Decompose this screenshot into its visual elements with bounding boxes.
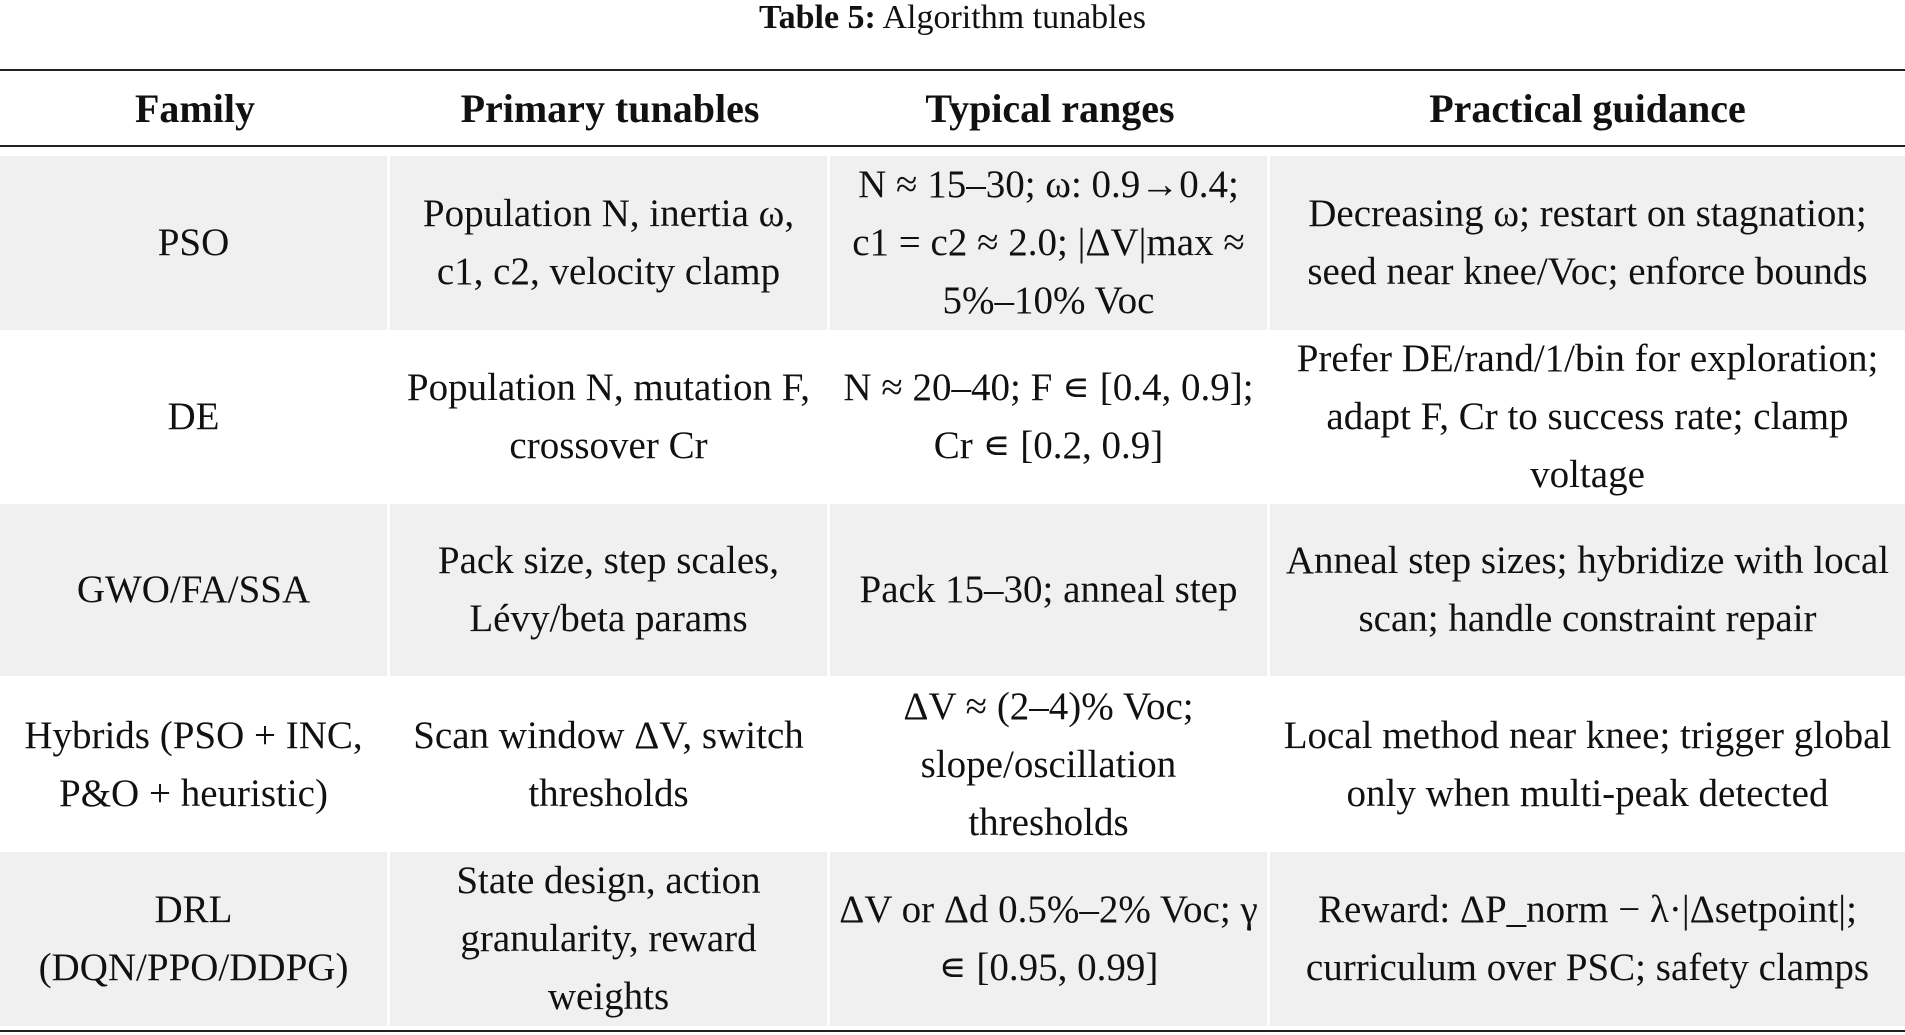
- cell-tunables: State design, action granularity, reward weights: [390, 852, 827, 1026]
- table-body: [0, 156, 1905, 1026]
- cell-tunables: Population N, mutation F, crossover Cr: [406, 366, 811, 467]
- table-row: [0, 156, 1905, 328]
- table-row: [0, 504, 1905, 676]
- cell-guidance: Decreasing ω; restart on stagnation; seed near knee/Voc; enforce bounds: [1270, 156, 1905, 330]
- cell-guidance: Local method near knee; trigger global only when multi-peak detected: [1283, 714, 1892, 815]
- cell-family: GWO/FA/SSA: [0, 504, 387, 676]
- cell-ranges: N ≈ 15–30; ω: 0.9→0.4; c1 = c2 ≈ 2.0; |ΔV|max ≈ 5%–10% Voc: [830, 156, 1267, 330]
- cell-ranges: ΔV ≈ (2–4)% Voc; slope/oscillation thresholds: [903, 685, 1194, 844]
- table-caption-text: Algorithm tunables: [875, 0, 1146, 36]
- cell-ranges: ΔV or Δd 0.5%–2% Voc; γ ∊ [0.95, 0.99]: [830, 852, 1267, 1026]
- cell-guidance: Reward: ΔP_norm − λ·|Δsetpoint|; curriculum over PSC; safety clamps: [1270, 852, 1905, 1026]
- cell-guidance: Anneal step sizes; hybridize with local scan; handle constraint repair: [1270, 504, 1905, 676]
- table-caption: [0, 0, 1905, 38]
- cell-ranges: Pack 15–30; anneal step: [830, 504, 1267, 676]
- table-row: [0, 852, 1905, 1024]
- cell-family: Hybrids (PSO + INC, P&O + heuristic): [24, 714, 363, 815]
- cell-ranges: N ≈ 20–40; F ∊ [0.4, 0.9]; Cr ∊ [0.2, 0.9]: [843, 366, 1254, 467]
- table-header-row: [0, 72, 1905, 144]
- header-primary-tunables: Primary tunables: [460, 85, 760, 131]
- table-bottom-rule: [0, 1030, 1905, 1032]
- cell-tunables: Pack size, step scales, Lévy/beta params: [390, 504, 827, 676]
- table-row: [0, 330, 1905, 502]
- cell-family: PSO: [0, 156, 387, 330]
- table-row: [0, 678, 1905, 850]
- cell-tunables: Scan window ΔV, switch thresholds: [413, 714, 804, 815]
- cell-tunables: Population N, inertia ω, c1, c2, velocity clamp: [390, 156, 827, 330]
- cell-family: DRL (DQN/PPO/DDPG): [0, 852, 387, 1026]
- cell-guidance: Prefer DE/rand/1/bin for exploration; adapt F, Cr to success rate; clamp voltage: [1296, 337, 1879, 496]
- table-caption-label: Table 5:: [759, 0, 876, 36]
- table-header-rule: [0, 145, 1905, 147]
- header-practical-guidance: Practical guidance: [1429, 85, 1746, 131]
- table-top-rule: [0, 69, 1905, 71]
- header-family: Family: [135, 85, 255, 131]
- header-typical-ranges: Typical ranges: [925, 85, 1175, 131]
- cell-family: DE: [167, 395, 220, 438]
